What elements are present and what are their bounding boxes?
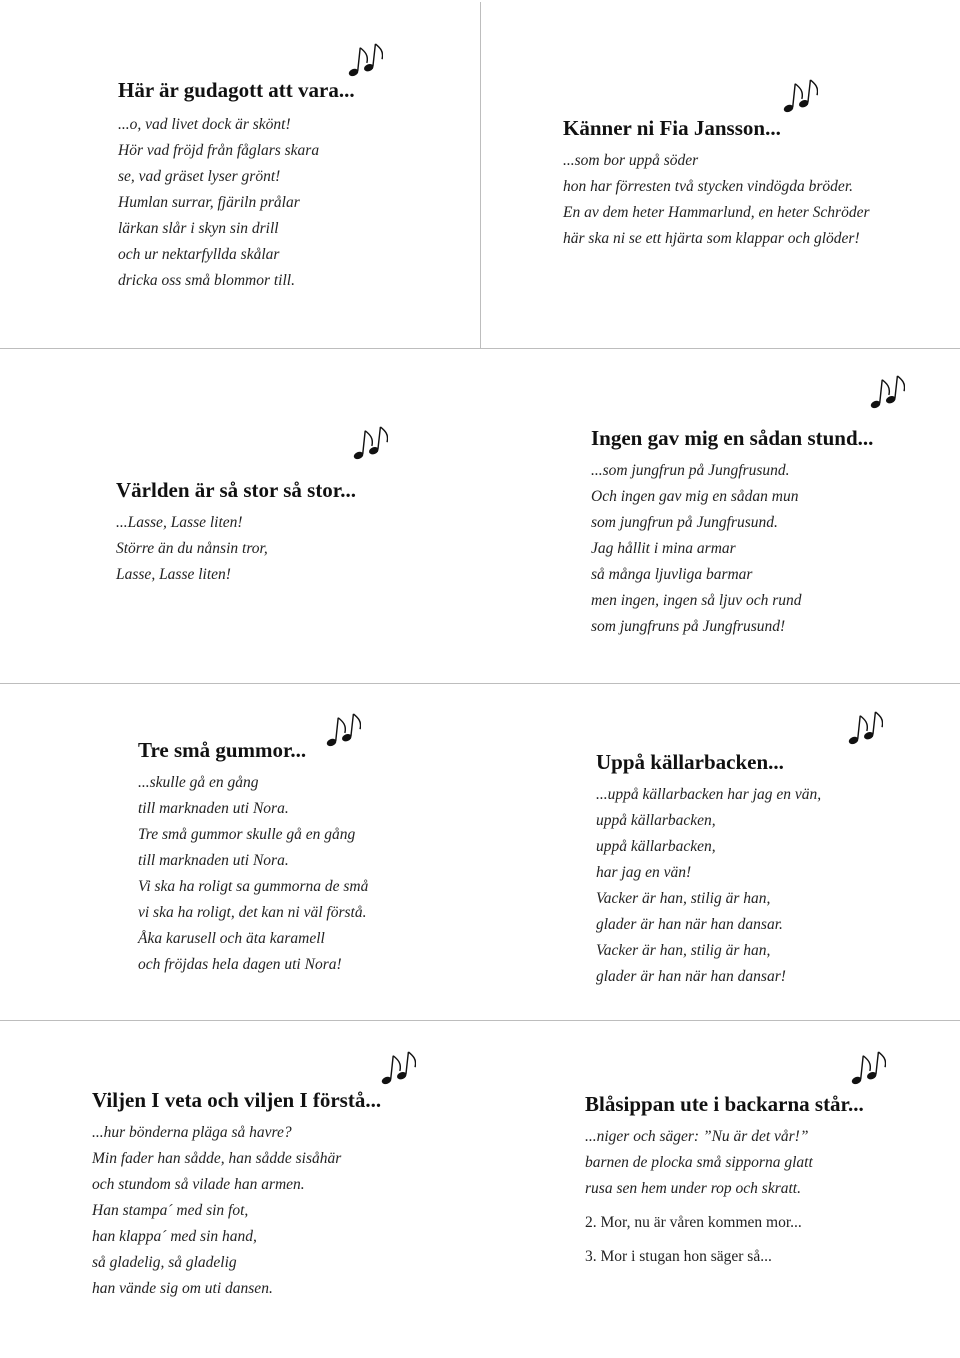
lyric-line: Tre små gummor skulle gå en gång [138, 826, 356, 844]
song-title: Blåsippan ute i backarna står... [585, 1092, 864, 1116]
lyric-line: har jag en vän! [596, 864, 692, 882]
lyric-line: Min fader han sådde, han sådde sisåhär [92, 1150, 342, 1168]
song-title: Världen är så stor så stor... [116, 478, 356, 502]
lyric-line: ...Lasse, Lasse liten! [116, 514, 243, 532]
lyric-line: han vände sig om uti dansen. [92, 1280, 273, 1298]
lyric-line: uppå källarbacken, [596, 812, 716, 830]
song-title: Ingen gav mig en sådan stund... [591, 426, 874, 450]
song-title: Känner ni Fia Jansson... [563, 116, 781, 140]
lyric-line: men ingen, ingen så ljuv och rund [591, 592, 802, 610]
music-notes-icon [867, 374, 905, 414]
lyric-line: Humlan surrar, fjäriln prålar [118, 194, 300, 212]
song-lyrics [118, 112, 355, 294]
lyric-line: som jungfruns på Jungfrusund! [591, 618, 786, 636]
lyric-line: och ur nektarfyllda skålar [118, 246, 280, 264]
song-card-1 [118, 78, 355, 294]
lyric-line: Och ingen gav mig en sådan mun [591, 488, 799, 506]
lyric-line: Vacker är han, stilig är han, [596, 890, 771, 908]
lyric-line: En av dem heter Hammarlund, en heter Schröder [563, 204, 870, 222]
lyric-line: Vacker är han, stilig är han, [596, 942, 771, 960]
lyric-line: vi ska ha roligt, det kan ni väl förstå. [138, 904, 367, 922]
song-lyrics [138, 770, 368, 978]
lyric-line: Större än du nånsin tror, [116, 540, 268, 558]
lyric-line: ...skulle gå en gång [138, 774, 259, 792]
lyric-line: han klappa´ med sin hand, [92, 1228, 257, 1246]
lyric-line: här ska ni se ett hjärta som klappar och glöder! [563, 230, 860, 248]
song-title: Här är gudagott att vara... [118, 78, 355, 102]
lyric-line: dricka oss små blommor till. [118, 272, 295, 290]
song-lyrics [585, 1124, 864, 1202]
lyric-line: Han stampa´ med sin fot, [92, 1202, 249, 1220]
lyric-line: se, vad gräset lyser grönt! [118, 168, 281, 186]
lyric-line: så gladelig, så gladelig [92, 1254, 237, 1272]
song-card-5 [138, 738, 368, 978]
lyric-line: ...niger och säger: ”Nu är det vår!” [585, 1128, 809, 1146]
verse-reference: 3. Mor i stugan hon säger så... [585, 1248, 772, 1266]
music-notes-icon [323, 712, 361, 752]
horizontal-divider-1 [0, 348, 960, 349]
verse-reference: 2. Mor, nu är våren kommen mor... [585, 1214, 802, 1232]
song-title: Uppå källarbacken... [596, 750, 784, 774]
lyric-line: så många ljuvliga barmar [591, 566, 753, 584]
song-card-2 [563, 116, 870, 252]
song-card-6 [596, 750, 821, 990]
lyric-line: barnen de plocka små sipporna glatt [585, 1154, 813, 1172]
lyric-line: Hör vad fröjd från fåglars skara [118, 142, 320, 160]
lyric-line: och fröjdas hela dagen uti Nora! [138, 956, 342, 974]
music-notes-icon [345, 42, 383, 82]
lyric-line: glader är han när han dansar! [596, 968, 786, 986]
music-notes-icon [780, 78, 818, 118]
music-notes-icon [848, 1050, 886, 1090]
song-lyrics [596, 782, 821, 990]
lyric-line: ...som jungfrun på Jungfrusund. [591, 462, 790, 480]
song-title: Viljen I veta och viljen I förstå... [92, 1088, 382, 1112]
lyric-line: till marknaden uti Nora. [138, 852, 289, 870]
lyric-line: rusa sen hem under rop och skratt. [585, 1180, 801, 1198]
lyric-line: Lasse, Lasse liten! [116, 566, 231, 584]
lyric-line: Åka karusell och äta karamell [138, 930, 325, 948]
lyric-line: och stundom så vilade han armen. [92, 1176, 305, 1194]
horizontal-divider-3 [0, 1020, 960, 1021]
horizontal-divider-2 [0, 683, 960, 684]
song-lyrics [116, 510, 356, 588]
song-card-7 [92, 1088, 381, 1302]
lyric-line: till marknaden uti Nora. [138, 800, 289, 818]
song-lyrics [92, 1120, 381, 1302]
lyric-line: som jungfrun på Jungfrusund. [591, 514, 778, 532]
song-title: Tre små gummor... [138, 738, 307, 762]
song-card-8 [585, 1092, 864, 1270]
lyric-line: ...som bor uppå söder [563, 152, 699, 170]
lyric-line: ...o, vad livet dock är skönt! [118, 116, 291, 134]
music-notes-icon [378, 1050, 416, 1090]
song-lyrics [563, 148, 870, 252]
song-card-3 [116, 478, 356, 588]
lyric-line: ...hur bönderna pläga så havre? [92, 1124, 292, 1142]
music-notes-icon [845, 710, 883, 750]
verse-references [585, 1210, 864, 1270]
lyric-line: lärkan slår i skyn sin drill [118, 220, 279, 238]
lyric-line: Vi ska ha roligt sa gummorna de små [138, 878, 369, 896]
lyric-line: hon har förresten två stycken vindögda bröder. [563, 178, 854, 196]
lyric-line: uppå källarbacken, [596, 838, 716, 856]
lyric-line: Jag hållit i mina armar [591, 540, 736, 558]
song-lyrics [591, 458, 873, 640]
song-card-4 [591, 426, 873, 640]
vertical-divider-top [480, 2, 481, 348]
music-notes-icon [350, 425, 388, 465]
lyric-line: glader är han när han dansar. [596, 916, 783, 934]
lyric-line: ...uppå källarbacken har jag en vän, [596, 786, 822, 804]
